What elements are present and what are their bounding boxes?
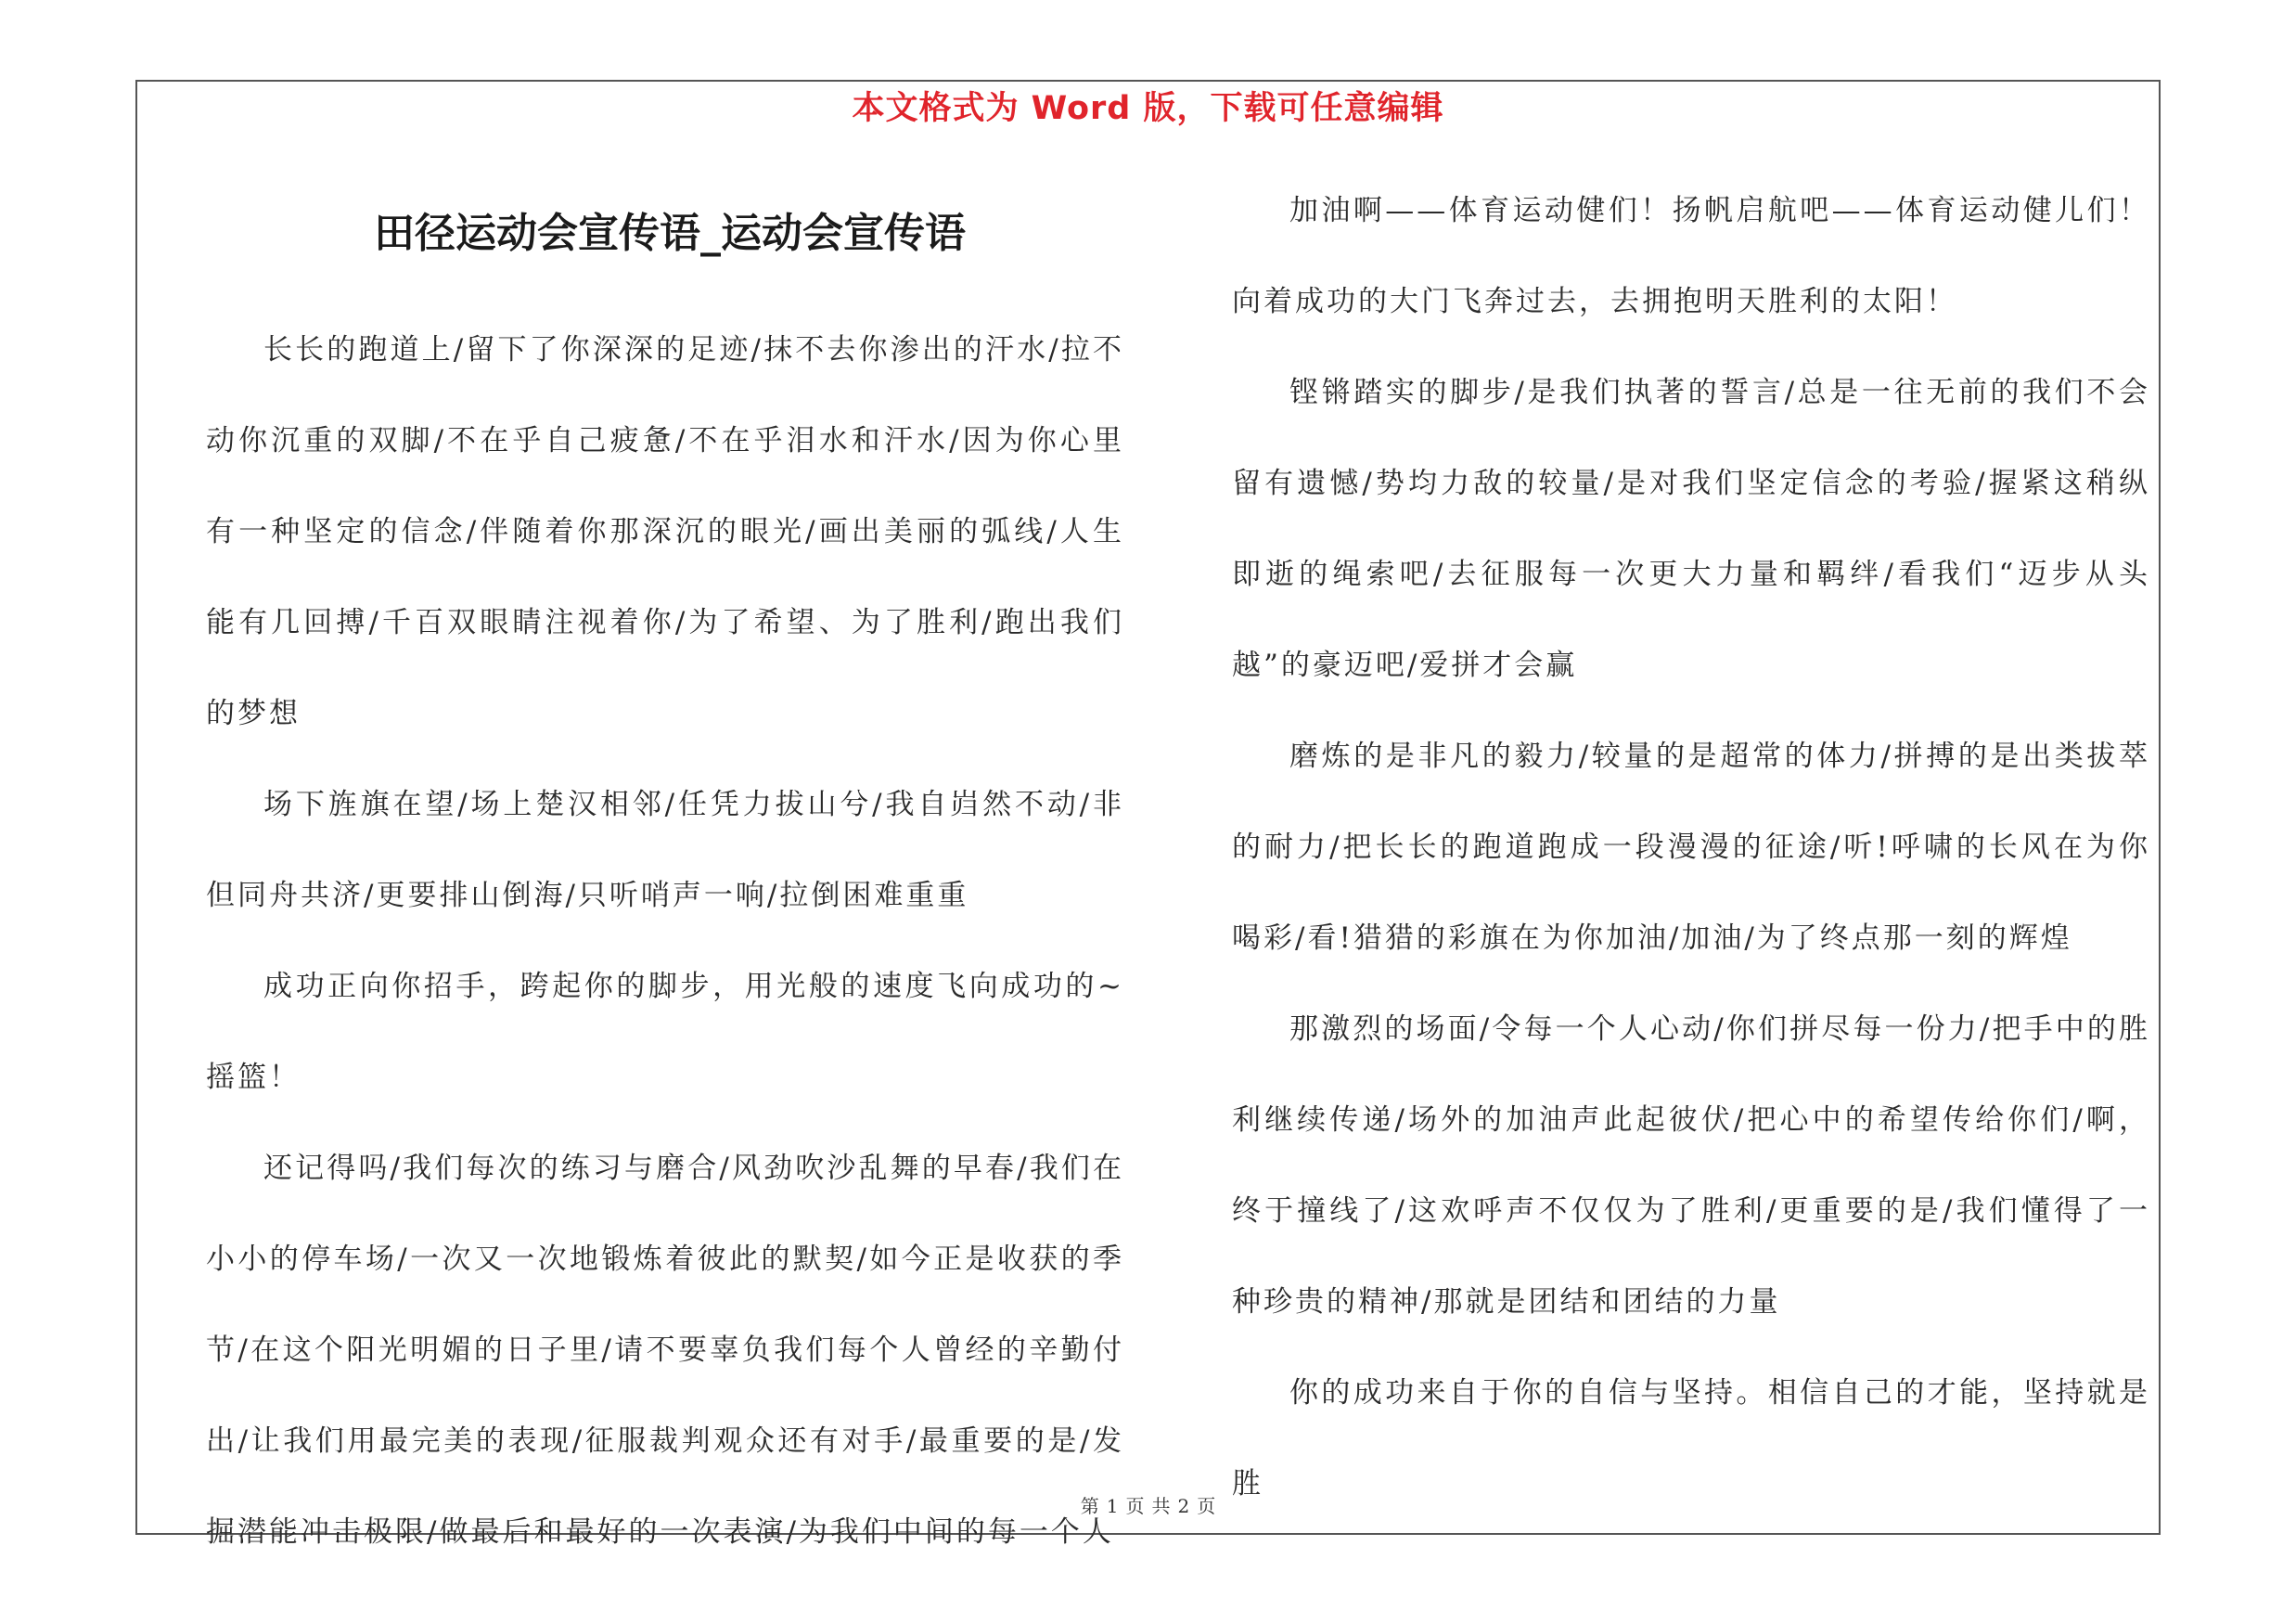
document-title: 田径运动会宣传语_运动会宣传语 xyxy=(374,210,966,257)
paragraph: 你的成功来自于你的自信与坚持。相信自己的才能，坚持就是胜 xyxy=(1232,1376,2150,1501)
left-column xyxy=(206,304,1124,1578)
paragraph: 那激烈的场面/令每一个人心动/你们拼尽每一份力/把手中的胜利继续传递/场外的加油声此起彼伏/把心中的希望传给你们/啊，终于撞线了/这欢呼声不仅仅为了胜利/更重要的是/我们懂得了一种珍贵的精神/那就是团结和团结的力量 xyxy=(1232,1012,2150,1319)
paragraph: 加油啊——体育运动健们！扬帆启航吧——体育运动健儿们！向着成功的大门飞奔过去，去拥抱明天胜利的太阳！ xyxy=(1232,194,2150,318)
total-page-number: 2 xyxy=(1177,1495,1190,1517)
footer-page-word: 页 xyxy=(1125,1495,1145,1517)
paragraph: 长长的跑道上/留下了你深深的足迹/抹不去你渗出的汗水/拉不动你沉重的双脚/不在乎自己疲惫/不在乎泪水和汗水/因为你心里有一种坚定的信念/伴随着你那深沉的眼光/画出美丽的弧线/人生能有几回搏/千百双眼睛注视着你/为了希望、为了胜利/跑出我们的梦想 xyxy=(206,333,1124,730)
paragraph: 还记得吗/我们每次的练习与磨合/风劲吹沙乱舞的早春/我们在小小的停车场/一次又一次地锻炼着彼此的默契/如今正是收获的季节/在这个阳光明媚的日子里/请不要辜负我们每个人曾经的辛勤付出/让我们用最完美的表现/征服裁判观众还有对手/最重要的是/发掘潜能冲击极限/做最后和最好的一次表演/为我们中间的每一个人 xyxy=(206,1152,1124,1549)
footer-prefix: 第 xyxy=(1080,1495,1099,1517)
page-number-footer xyxy=(135,1492,2161,1520)
paragraph: 铿锵踏实的脚步/是我们执著的誓言/总是一往无前的我们不会留有遗憾/势均力敌的较量/是对我们坚定信念的考验/握紧这稍纵即逝的绳索吧/去征服每一次更大力量和羁绊/看我们“迈步从头越”的豪迈吧/爱拼才会赢 xyxy=(1232,376,2150,682)
right-column xyxy=(1232,165,2150,1529)
footer-suffix: 页 xyxy=(1197,1495,1216,1517)
paragraph: 磨炼的是非凡的毅力/较量的是超常的体力/拼搏的是出类拔萃的耐力/把长长的跑道跑成一段漫漫的征途/听!呼啸的长风在为你喝彩/看!猎猎的彩旗在为你加油/加油/为了终点那一刻的辉煌 xyxy=(1232,740,2150,955)
paragraph: 成功正向你招手，跨起你的脚步，用光般的速度飞向成功的~摇篮！ xyxy=(206,970,1124,1094)
current-page-number: 1 xyxy=(1106,1495,1119,1517)
footer-total-word: 共 xyxy=(1151,1495,1171,1517)
format-banner: 本文格式为 Word 版，下载可任意编辑 xyxy=(852,90,1444,127)
paragraph: 场下旌旗在望/场上楚汉相邻/任凭力拔山兮/我自岿然不动/非但同舟共济/更要排山倒海/只听哨声一响/拉倒困难重重 xyxy=(206,788,1124,912)
